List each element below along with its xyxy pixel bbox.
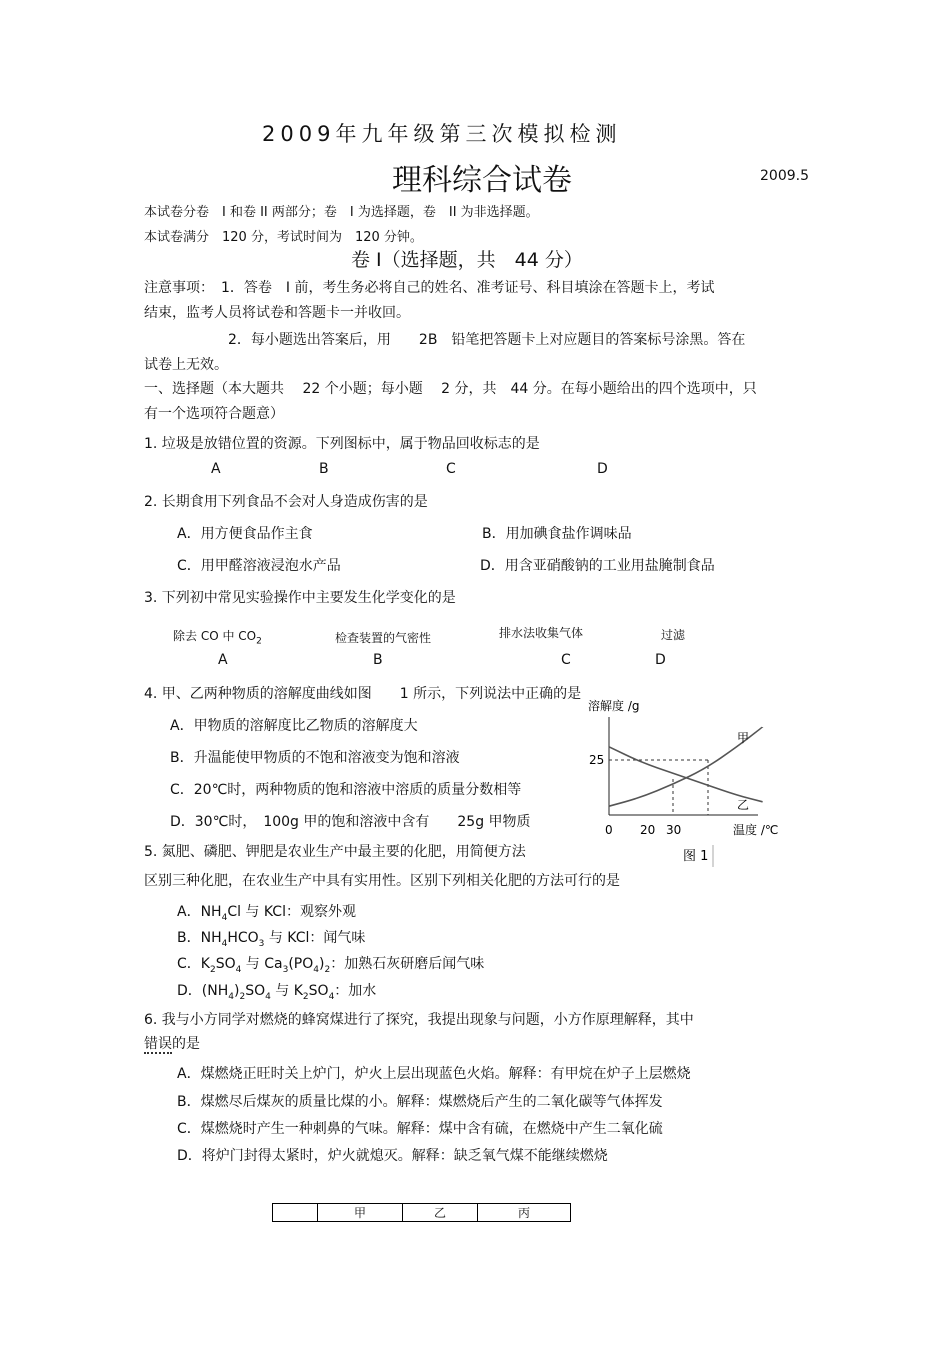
q6-option-a: A．煤燃烧正旺时关上炉门，炉火上层出现蓝色火焰。解释：有甲烷在炉子上层燃烧: [177, 1066, 691, 1082]
q2-stem: 2. 长期食用下列食品不会对人身造成伤害的是: [144, 494, 428, 510]
q1-label-c: C: [446, 461, 456, 477]
q5-option-a: A．$NH_4Cl$ 与 KCl：观察外观: [177, 904, 356, 923]
q4-option-d: D．30℃时， 100g 甲的饱和溶液中含有 25g 甲物质: [170, 814, 531, 830]
x-tick-20: 20: [640, 823, 656, 837]
q1-stem: 1. 垃圾是放错位置的资源。下列图标中，属于物品回收标志的是: [144, 436, 540, 452]
q6-stem-line1: 6. 我与小方同学对燃烧的蜂窝煤进行了探究，我提出现象与问题，小方作原理解释，其中: [144, 1012, 694, 1028]
part1-line1: 一、选择题（本大题共 22 个小题；每小题 2 分，共 44 分。在每小题给出的四个选项中，只: [144, 381, 757, 397]
q3-label-d: D: [655, 652, 666, 668]
x-axis-label: 温度 /℃: [733, 823, 779, 837]
exam-date: 2009.5: [760, 168, 809, 184]
section-title: 卷 I（选择题，共 44 分）: [351, 249, 583, 271]
q2-option-d: D．用含亚硝酸钠的工业用盐腌制食品: [480, 558, 715, 574]
q1-label-d: D: [597, 461, 608, 477]
x-tick-30: 30: [666, 823, 682, 837]
q4-option-b: B．升温能使甲物质的不饱和溶液变为饱和溶液: [170, 750, 460, 766]
q6-stem-line2: 错误的是: [144, 1036, 200, 1052]
q3-label-c: C: [561, 652, 571, 668]
q5-stem-line2: 区别三种化肥，在农业生产中具有实用性。区别下列相关化肥的方法可行的是: [144, 873, 620, 889]
notes-line3: 2．每小题选出答案后，用 2B 铅笔把答题卡上对应题目的答案标号涂黑。答在: [228, 332, 746, 348]
part1-line2: 有一个选项符合题意）: [144, 406, 284, 422]
x-tick-0: 0: [605, 823, 613, 837]
data-table: [272, 1203, 571, 1222]
notes-line2: 结束，监考人员将试卷和答题卡一并收回。: [144, 305, 410, 321]
y-tick-25: 25: [589, 753, 605, 767]
q5-option-d: D．$(NH_4)_2SO_4$ 与 $K_2SO_4$：加水: [177, 983, 377, 1002]
q4-stem: 4. 甲、乙两种物质的溶解度曲线如图 1 所示，下列说法中正确的是: [144, 686, 582, 702]
notes-line1: 注意事项： 1．答卷 I 前，考生务必将自己的姓名、准考证号、科目填涂在答题卡上，考试: [144, 280, 715, 296]
q3-label-b: B: [373, 652, 383, 668]
table-header-jia: 甲: [318, 1204, 403, 1222]
q3-caption-b: 检查装置的气密性: [335, 631, 432, 645]
q2-option-a: A．用方便食品作主食: [177, 526, 313, 542]
exam-title-line2: 理科综合试卷: [392, 163, 572, 198]
exam-title-line1: 2009年九年级第三次模拟检测: [262, 122, 622, 146]
q1-label-b: B: [319, 461, 329, 477]
table-header-blank: [273, 1204, 318, 1222]
label-jia: 甲: [737, 731, 750, 745]
intro-line2: 本试卷满分 120 分，考试时间为 120 分钟。: [144, 230, 423, 245]
y-axis-label: 溶解度 /g: [588, 699, 640, 713]
q6-emphasis: 错误: [144, 1036, 172, 1052]
intro-line1: 本试卷分卷 I 和卷 II 两部分；卷 I 为选择题，卷 II 为非选择题。: [144, 205, 539, 220]
q3-stem: 3. 下列初中常见实验操作中主要发生化学变化的是: [144, 590, 456, 606]
q6-option-d: D．将炉门封得太紧时，炉火就熄灭。解释：缺乏氧气煤不能继续燃烧: [177, 1148, 608, 1164]
q5-option-b: B．$NH_4HCO_3$ 与 KCl：闻气味: [177, 930, 366, 949]
q3-caption-a: 除去 CO 中 $CO_2$: [173, 629, 262, 647]
q6-option-c: C．煤燃烧时产生一种刺鼻的气味。解释：煤中含有硫，在燃烧中产生二氧化硫: [177, 1121, 663, 1137]
q2-option-b: B．用加碘食盐作调味品: [482, 526, 632, 542]
q4-option-a: A．甲物质的溶解度比乙物质的溶解度大: [170, 718, 418, 734]
q5-stem-line1: 5. 氮肥、磷肥、钾肥是农业生产中最主要的化肥，用简便方法: [144, 844, 526, 860]
q4-option-c: C．20℃时，两种物质的饱和溶液中溶质的质量分数相等: [170, 782, 522, 798]
notes-line4: 试卷上无效。: [144, 357, 228, 373]
figure-caption: 图 1: [683, 849, 709, 864]
label-yi: 乙: [737, 798, 750, 812]
table-header-yi: 乙: [403, 1204, 478, 1222]
q1-label-a: A: [211, 461, 221, 477]
q2-option-c: C．用甲醛溶液浸泡水产品: [177, 558, 341, 574]
q3-caption-d: 过滤: [661, 628, 686, 642]
q3-caption-c: 排水法收集气体: [499, 626, 584, 640]
q3-label-a: A: [218, 652, 228, 668]
q6-option-b: B．煤燃尽后煤灰的质量比煤的小。解释：煤燃烧后产生的二氧化碳等气体挥发: [177, 1094, 663, 1110]
table-row: [273, 1204, 571, 1222]
figure-1-chart: [580, 695, 790, 870]
q5-option-c: C．$K_2SO_4$ 与 $Ca_3(PO_4)_2$：加熟石灰研磨后闻气味: [177, 956, 485, 975]
table-header-bing: 丙: [478, 1204, 571, 1222]
curve-yi: [609, 747, 763, 802]
